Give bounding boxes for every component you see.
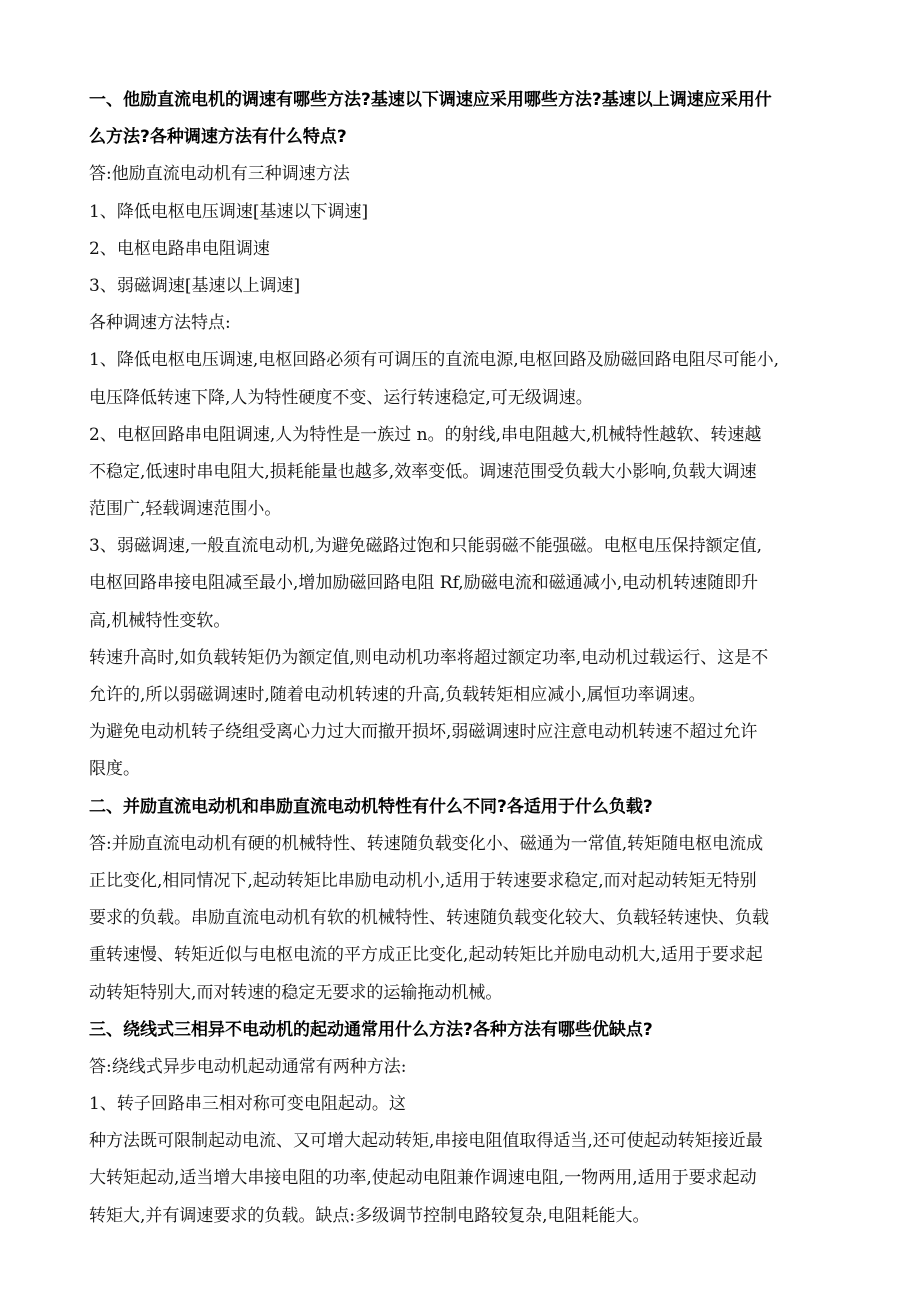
q1-feature-3-line: 电枢回路串接电阻减至最小,增加励磁回路电阻 Rf,励磁电流和磁通减小,电动机转速随即升 xyxy=(89,573,759,594)
q1-answer-intro xyxy=(89,156,834,193)
q2-answer-line: 重转速慢、转矩近似与电枢电流的平方成正比变化,起动转矩比并励电动机大,适用于要求起 xyxy=(89,945,763,966)
q3-method-1-detail xyxy=(89,1123,834,1235)
q2-answer-line: 要求的负载。串励直流电动机有软的机械特性、转速随负载变化较大、负载轻转速快、负载 xyxy=(89,908,769,929)
q1-method-2-line: 2、电枢电路串电阻调速 xyxy=(89,238,270,259)
q1-method-3 xyxy=(89,268,834,305)
q1-note-1-line: 允许的,所以弱磁调速时,随着电动机转速的升高,负载转矩相应减小,属恒功率调速。 xyxy=(89,685,706,705)
q1-heading xyxy=(89,82,834,156)
q3-heading xyxy=(89,1012,834,1049)
q1-feature-3 xyxy=(89,528,834,640)
q1-features-title-line: 各种调速方法特点: xyxy=(89,313,231,334)
q1-feature-2 xyxy=(89,417,834,529)
q1-feature-2-line: 范围广,轻载调速范围小。 xyxy=(89,499,282,520)
q1-answer-intro-line: 答:他励直流电动机有三种调速方法 xyxy=(89,164,350,185)
q1-method-3-line: 3、弱磁调速[基速以上调速] xyxy=(89,275,301,296)
q3-answer-intro xyxy=(89,1049,834,1086)
q3-method-1-detail-line: 大转矩起动,适当增大串接电阻的功率,使起动电阻兼作调速电阻,一物两用,适用于要求起动 xyxy=(89,1168,757,1189)
q1-note-2-line: 为避免电动机转子绕组受离心力过大而撤开损坏,弱磁调速时应注意电动机转速不超过允许 xyxy=(89,722,758,743)
q3-heading-line: 三、绕线式三相异不电动机的起动通常用什么方法?各种方法有哪些优缺点? xyxy=(89,1019,653,1040)
q3-method-1-line: 1、转子回路串三相对称可变电阻起动。这 xyxy=(89,1094,406,1115)
q2-heading-line: 二、并励直流电动机和串励直流电动机特性有什么不同?各适用于什么负载? xyxy=(89,796,653,817)
q1-note-2 xyxy=(89,714,834,788)
q1-features-title xyxy=(89,305,834,342)
q1-heading-line: 么方法?各种调速方法有什么特点? xyxy=(89,127,347,148)
q1-feature-2-line: 不稳定,低速时串电阻大,损耗能量也越多,效率变低。调速范围受负载大小影响,负载大调速 xyxy=(89,461,757,482)
q1-feature-2-line: 2、电枢回路串电阻调速,人为特性是一族过 n。的射线,串电阻越大,机械特性越软、转速越 xyxy=(89,424,762,445)
q2-answer xyxy=(89,826,834,1012)
document-page xyxy=(89,82,834,1235)
q1-method-1 xyxy=(89,194,834,231)
q3-method-1-detail-line: 转矩大,并有调速要求的负载。缺点:多级调节控制电路较复杂,电阻耗能大。 xyxy=(89,1205,650,1226)
q1-method-1-line: 1、降低电枢电压调速[基速以下调速] xyxy=(89,201,369,222)
q3-method-1 xyxy=(89,1086,834,1123)
q3-answer-intro-line: 答:绕线式异步电动机起动通常有两种方法: xyxy=(89,1056,407,1077)
q1-note-1-line: 转速升高时,如负载转矩仍为额定值,则电动机功率将超过额定功率,电动机过载运行、这是不 xyxy=(89,647,769,668)
q1-feature-1-line: 1、降低电枢电压调速,电枢回路必须有可调压的直流电源,电枢回路及励磁回路电阻尽可能小, xyxy=(89,350,780,371)
q1-heading-line: 一、他励直流电机的调速有哪些方法?基速以下调速应采用哪些方法?基速以上调速应采用什 xyxy=(89,90,772,110)
q1-note-2-line: 限度。 xyxy=(89,759,140,780)
q2-answer-line: 动转矩特别大,而对转速的稳定无要求的运输拖动机械。 xyxy=(89,982,503,1003)
q2-answer-line: 答:并励直流电动机有硬的机械特性、转速随负载变化小、磁通为一常值,转矩随电枢电流成 xyxy=(89,833,764,854)
q3-method-1-detail-line: 种方法既可限制起动电流、又可增大起动转矩,串接电阻值取得适当,还可使起动转矩接近最 xyxy=(89,1131,763,1152)
q1-feature-1-line: 电压降低转速下降,人为特性硬度不变、运行转速稳定,可无级调速。 xyxy=(89,387,593,408)
q1-feature-3-line: 高,机械特性变软。 xyxy=(89,610,231,631)
q1-feature-1 xyxy=(89,342,834,416)
q1-method-2 xyxy=(89,231,834,268)
q2-answer-line: 正比变化,相同情况下,起动转矩比串励电动机小,适用于转速要求稳定,而对起动转矩无特别 xyxy=(89,870,757,891)
q2-heading xyxy=(89,789,834,826)
q1-feature-3-line: 3、弱磁调速,一般直流电动机,为避免磁路过饱和只能弱磁不能强磁。电枢电压保持额定值, xyxy=(89,536,763,557)
q1-note-1 xyxy=(89,640,834,714)
